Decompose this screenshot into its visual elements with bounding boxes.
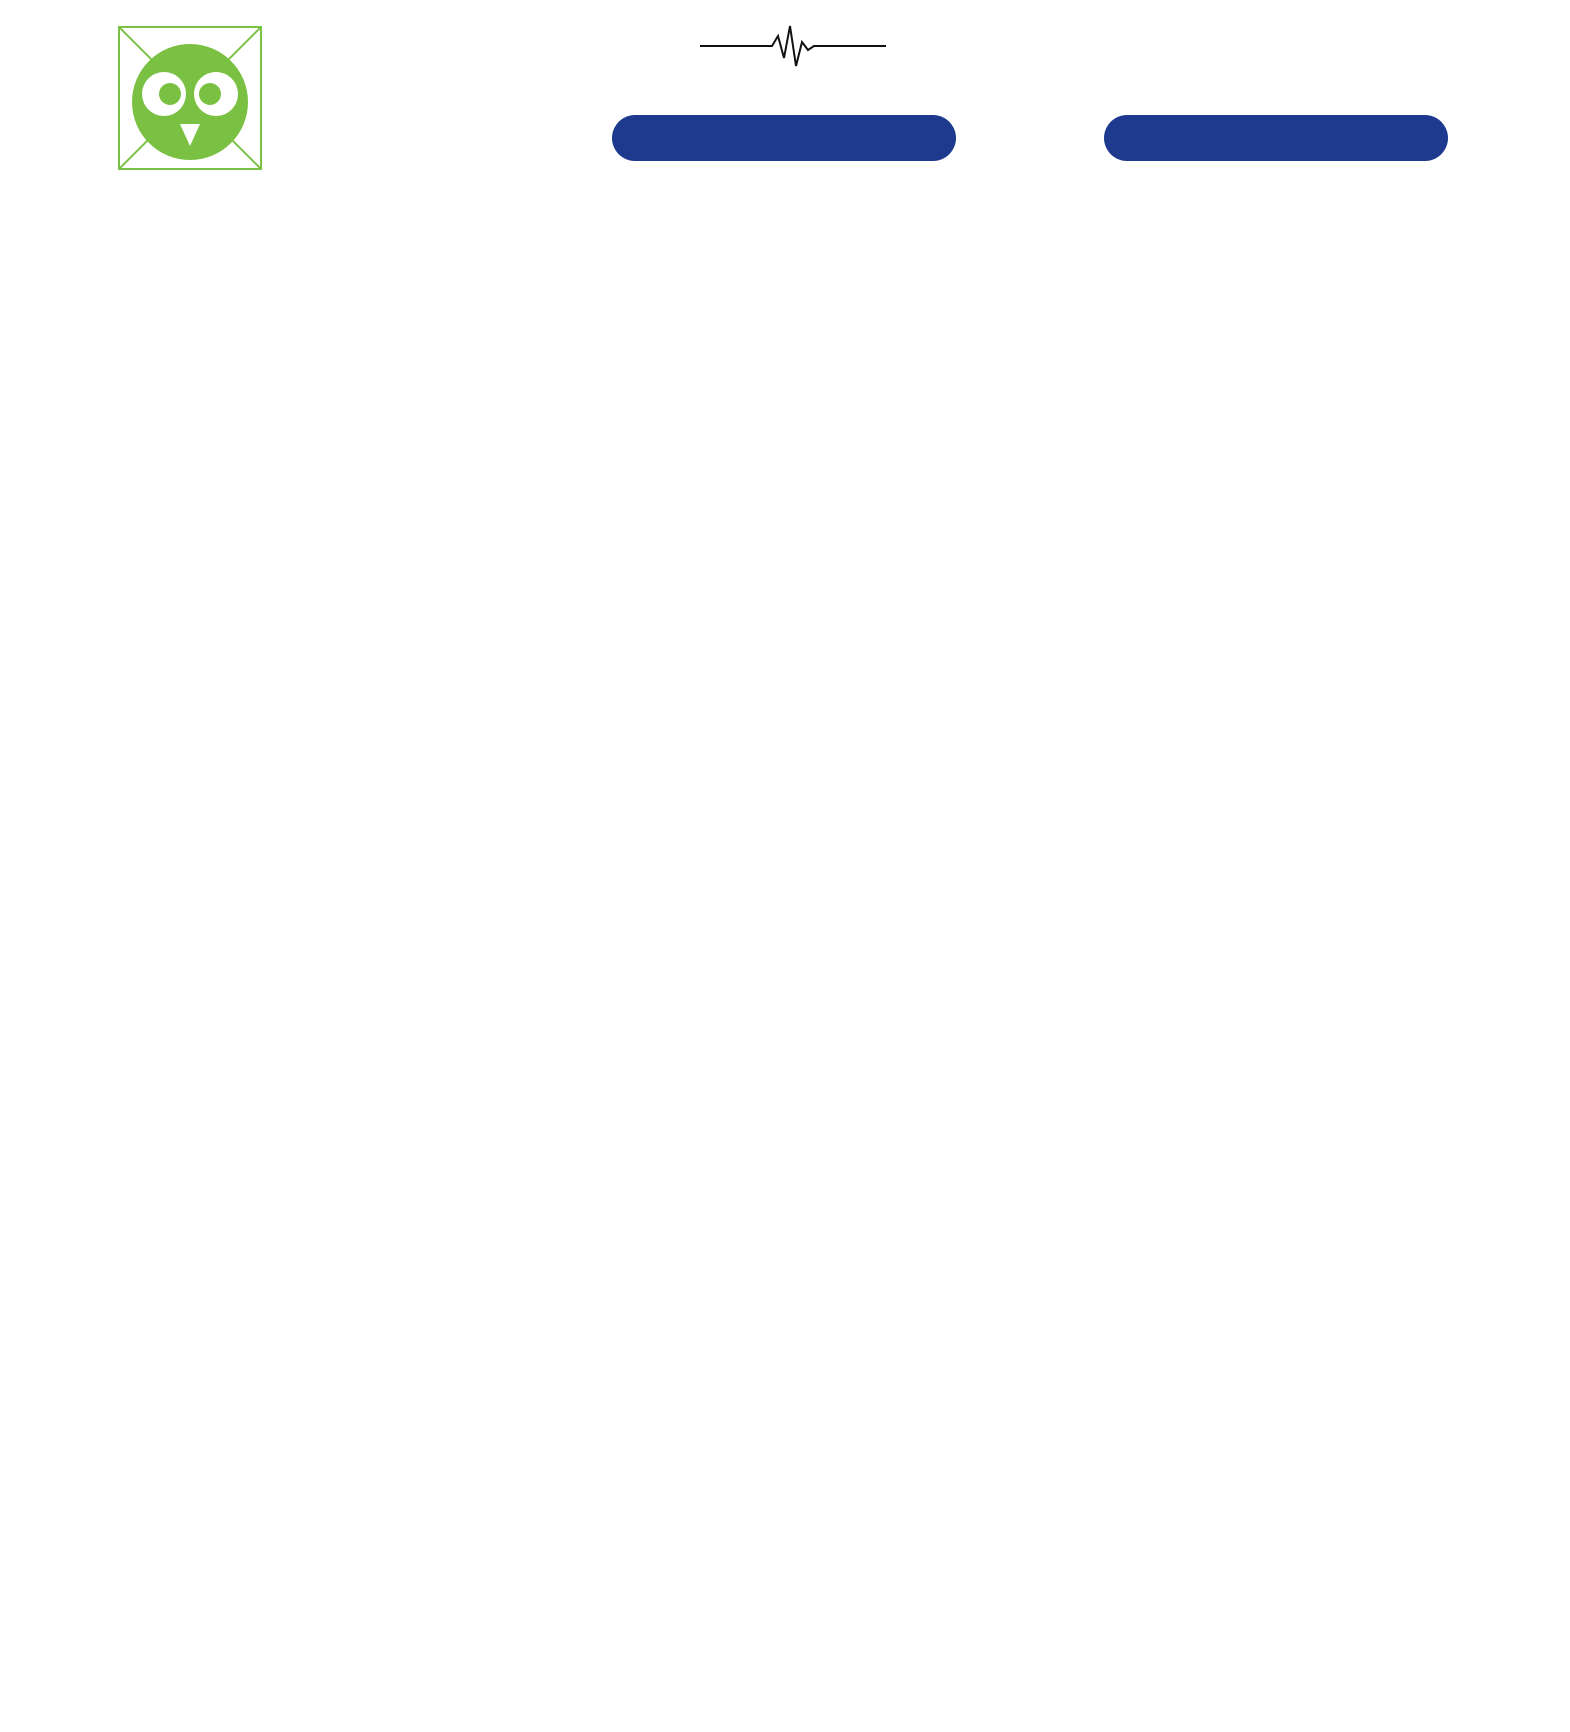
chack-logo [1152,22,1422,102]
logo-header [0,0,1570,180]
jfz-logo [118,26,423,168]
chack-url-badge [1104,115,1448,161]
raspberry-shake-logo [640,22,940,107]
owl-logo-icon [118,26,262,170]
raspberry-shake-url-badge [612,115,956,161]
helicorder-chart [0,190,1570,1732]
seismic-wave-icon [640,22,940,70]
